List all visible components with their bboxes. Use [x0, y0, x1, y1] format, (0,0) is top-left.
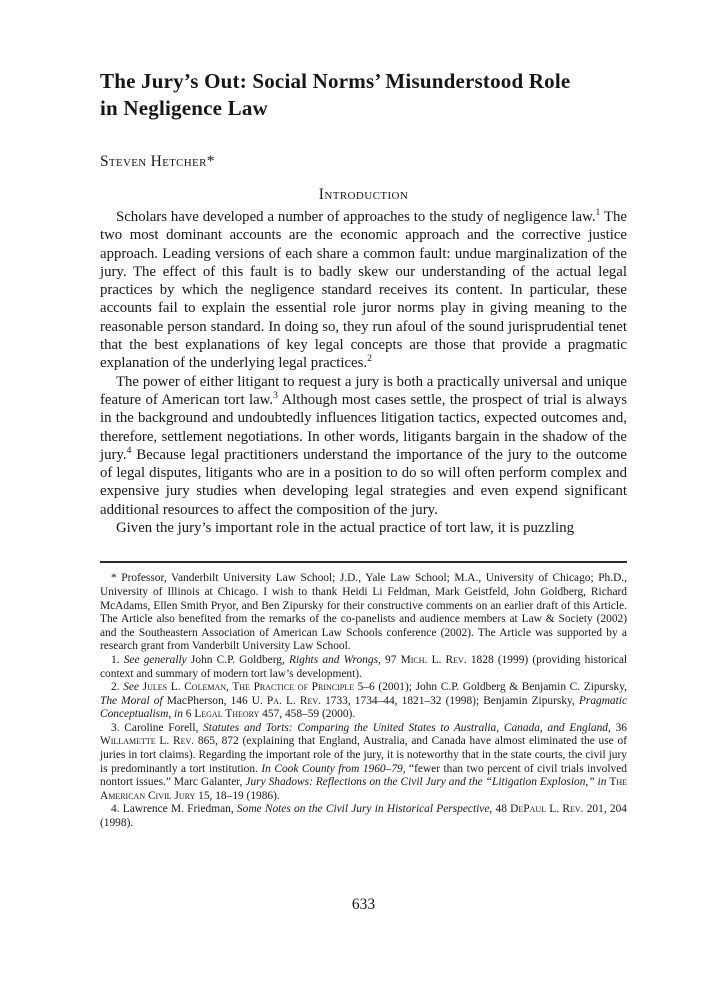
page-content	[100, 68, 627, 831]
footnote-1: 1. See generally John C.P. Goldberg, Rights and Wrongs, 97 Mich. L. Rev. 1828 (1999) (providing historical context and summary of modern tort law’s development).	[100, 653, 628, 680]
paragraph: The power of either litigant to request a jury is both a practically universal and unique feature of American tort law.$^3$ Although most cases settle, the prospect of trial is always in the background and undoubtedly influences litigation tactics, expected outcomes and, therefore, settlement negotiations. In other words, litigants bargain in the shadow of the jury.$^4$ Because legal practitioners understand the importance of the jury to the outcome of legal disputes, litigants who are in a position to do so will often perform complex and expensive jury studies when developing legal strategies and even expend significant additional resources to affect the composition of the jury.	[100, 373, 627, 518]
paragraph: Given the jury’s important role in the actual practice of tort law, it is puzzling	[116, 520, 575, 537]
author-line: Steven Hetcher*	[100, 153, 215, 170]
footnote-separator	[100, 561, 627, 563]
footnote-2: 2. See Jules L. Coleman, The Practice of Principle 5–6 (2001); John C.P. Goldberg & Benjamin C. Zipursky, The Moral of MacPherson, 146 U. Pa. L. Rev. 1733, 1734–44, 1821–32 (1998); Benjamin Zipursky, Pragmatic Conceptualism, in 6 Legal Theory 457, 458–59 (2000).	[100, 681, 628, 721]
footnotes-block	[100, 572, 627, 830]
paragraph: Scholars have developed a number of approaches to the study of negligence law.$^1$ The two most dominant accounts are the economic approach and the corrective justice approach. Leading versions of each share a common fault: undue marginalization of the jury. The effect of this fault is to badly skew our understanding of the actual legal practices by which the negligence standard receives its content. In particular, these accounts fail to explain the essential role juror norms play in giving meaning to the reasonable person standard. In doing so, they run afoul of the sound jurisprudential tenet that the best explanations of key legal concepts are those that provide a pragmatic explanation of the underlying legal practices.$^2$	[100, 207, 627, 372]
page-number: 633	[351, 896, 376, 913]
footnote-3: 3. Caroline Forell, Statutes and Torts: Comparing the United States to Australia, Canada, and England, 36 Willamette L. Rev. 865, 872 (explaining that England, Australia, and Canada have almost eliminated the use of juries in tort claims). Regarding the important role of the jury, it is noteworthy that in the state courts, the civil jury is predominantly a tort institution. In Cook County from 1960–79, “fewer than two percent of civil trials involved nontort issues.” Marc Galanter, Jury Shadows: Reflections on the Civil Jury and the “Litigation Explosion,” in The American Civil Jury 15, 18–19 (1986).	[100, 721, 627, 802]
article-title: The Jury’s Out: Social Norms’ Misunderstood Role in Negligence Law	[100, 69, 571, 120]
article-body	[100, 208, 627, 537]
section-heading-introduction: Introduction	[318, 186, 409, 203]
footnote-4: 4. Lawrence M. Friedman, Some Notes on the Civil Jury in Historical Perspective, 48 DePaul L. Rev. 201, 204 (1998).	[100, 803, 628, 830]
footnote-star: * Professor, Vanderbilt University Law School; J.D., Yale Law School; M.A., University of Chicago; Ph.D., University of Illinois at Chicago. I wish to thank Heidi Li Feldman, Mark Geistfeld, John Goldberg, Richard McAdams, Ellen Smith Pryor, and Ben Zipursky for their constructive comments on an earlier draft of this Article. The Article also benefited from the remarks of the co-panelists and audience members at Law & Society (2002) and the Southeastern Association of American Law Schools conference (2002). The Article was supported by a research grant from Vanderbilt University Law School.	[100, 572, 627, 653]
